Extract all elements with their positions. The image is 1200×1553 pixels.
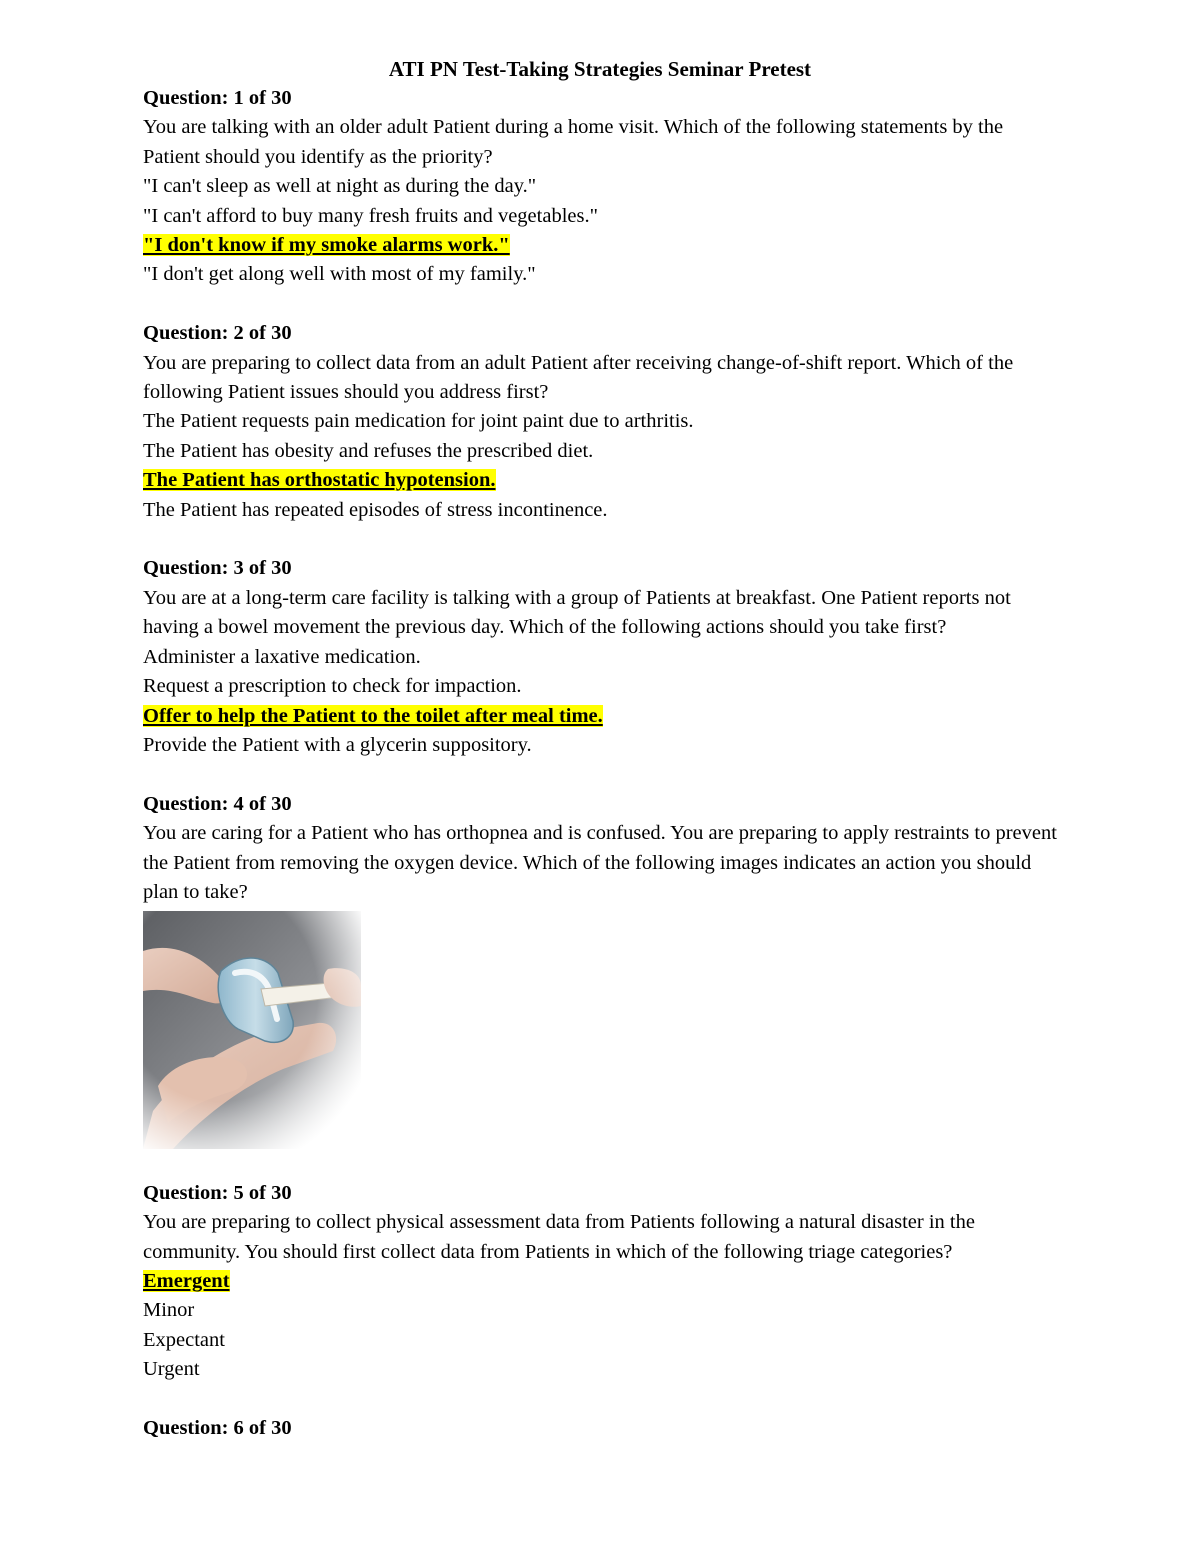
question-heading: Question: 3 of 30 bbox=[143, 557, 292, 580]
answer-option: Provide the Patient with a glycerin suppository. bbox=[143, 733, 532, 756]
question-4 bbox=[143, 790, 1058, 1150]
answer-option: "I don't get along well with most of my family." bbox=[143, 263, 536, 286]
highlighted-answer: Emergent bbox=[143, 1269, 230, 1292]
question-3 bbox=[143, 554, 1058, 760]
document-title: ATI PN Test-Taking Strategies Seminar Pretest bbox=[388, 57, 812, 81]
highlighted-answer: Offer to help the Patient to the toilet after meal time. bbox=[143, 704, 603, 727]
question-5 bbox=[143, 1179, 1058, 1385]
question-heading: Question: 1 of 30 bbox=[143, 87, 292, 109]
question-6 bbox=[143, 1414, 1058, 1443]
answer-option: "I can't afford to buy many fresh fruits and vegetables." bbox=[143, 204, 598, 227]
question-list bbox=[143, 84, 1058, 1443]
answer-option: Expectant bbox=[143, 1328, 225, 1351]
answer-option: Administer a laxative medication. bbox=[143, 645, 421, 668]
answer-option: "I can't sleep as well at night as during the day." bbox=[143, 175, 537, 198]
wrist-restraint-image bbox=[143, 911, 361, 1149]
question-heading: Question: 2 of 30 bbox=[143, 322, 292, 345]
answer-option: Request a prescription to check for impaction. bbox=[143, 675, 522, 698]
answer-option-correct bbox=[143, 702, 1058, 731]
answer-option-correct bbox=[143, 1267, 1058, 1296]
highlighted-answer: The Patient has orthostatic hypotension. bbox=[143, 469, 496, 492]
answer-option-correct bbox=[143, 231, 1058, 260]
question-heading: Question: 6 of 30 bbox=[143, 1416, 292, 1439]
question-text: You are preparing to collect data from an adult Patient after receiving change-of-shift report. Which of the following Patient issues should you address first? bbox=[143, 351, 1014, 404]
answer-option: The Patient has repeated episodes of stress incontinence. bbox=[143, 498, 608, 521]
question-1 bbox=[143, 84, 1058, 290]
highlighted-answer: "I don't know if my smoke alarms work." bbox=[143, 234, 510, 257]
question-text: You are talking with an older adult Patient during a home visit. Which of the following statements by the Patient should you identify as the priority? bbox=[143, 116, 1004, 168]
question-text: You are preparing to collect physical assessment data from Patients following a natural disaster in the community. You should first collect data from Patients in which of the following triage categories? bbox=[143, 1211, 975, 1263]
image-vignette bbox=[143, 911, 361, 1149]
answer-option: Urgent bbox=[143, 1358, 200, 1381]
question-text: You are at a long-term care facility is talking with a group of Patients at breakfast. One Patient reports not having a bowel movement the previous day. Which of the following actions should you take first? bbox=[143, 586, 1011, 639]
question-heading: Question: 5 of 30 bbox=[143, 1181, 292, 1204]
question-text: You are caring for a Patient who has orthopnea and is confused. You are preparing to apply restraints to prevent the Patient from removing the oxygen device. Which of the following images indicates an action you should plan to take? bbox=[143, 822, 1057, 903]
answer-option: The Patient has obesity and refuses the prescribed diet. bbox=[143, 439, 594, 462]
answer-option: The Patient requests pain medication for joint paint due to arthritis. bbox=[143, 410, 694, 433]
question-heading: Question: 4 of 30 bbox=[143, 792, 292, 815]
question-2 bbox=[143, 319, 1058, 525]
answer-option: Minor bbox=[143, 1299, 195, 1322]
answer-option-correct bbox=[143, 466, 1058, 495]
